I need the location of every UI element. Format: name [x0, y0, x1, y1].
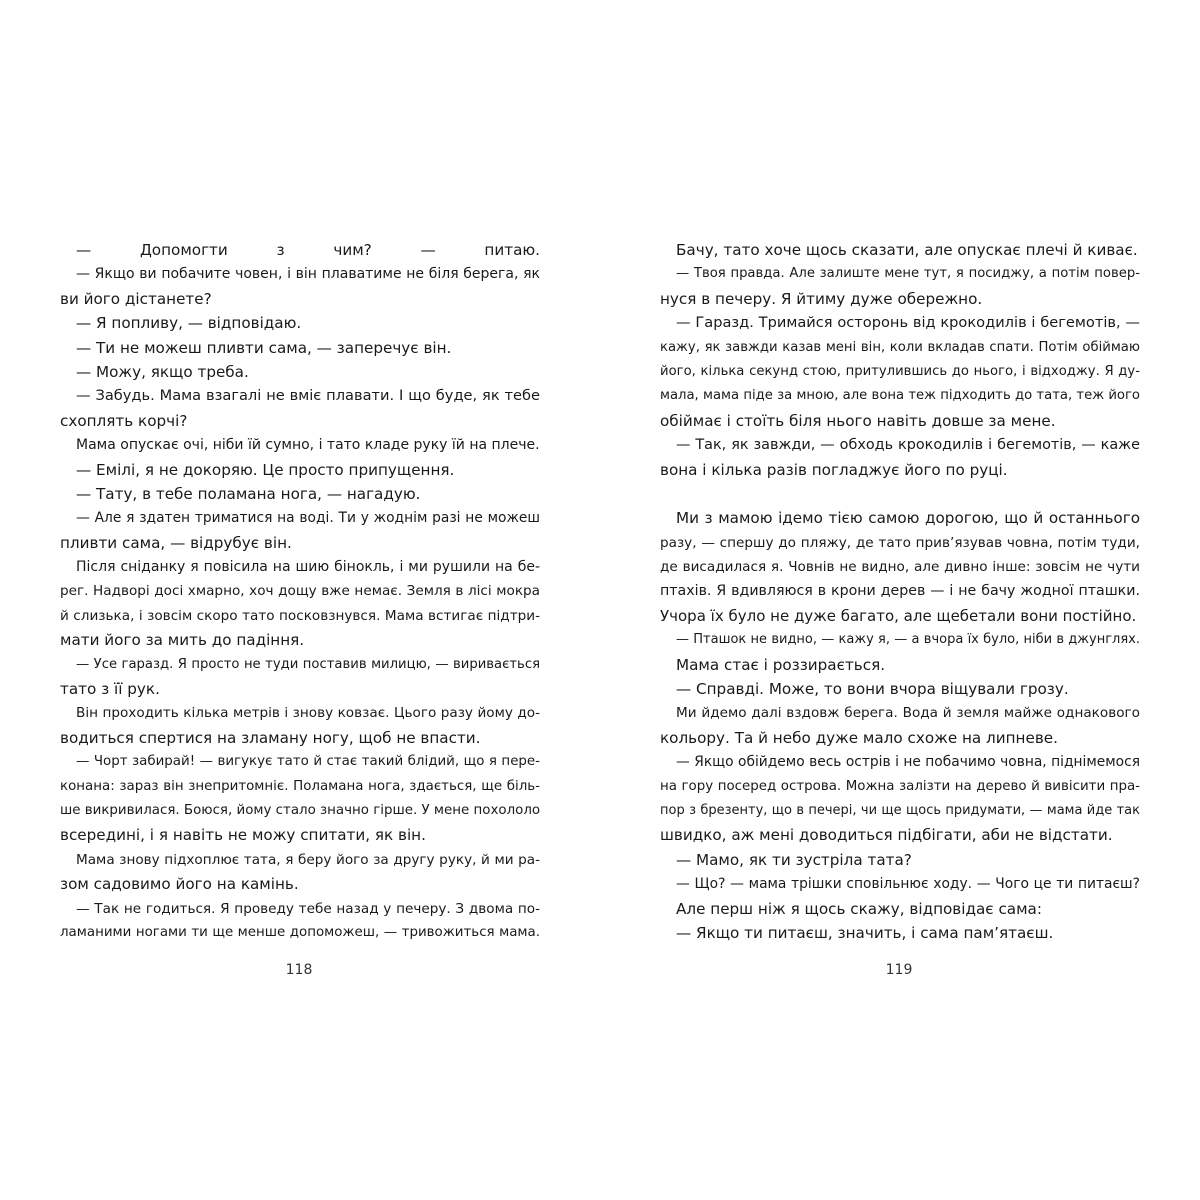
text-line: ви його дістанете?: [60, 289, 212, 308]
text-line: — Якщо ви побачите човен, і він плаватиме не біля берега, як: [76, 266, 540, 283]
text-line: кольору. Та й небо дуже мало схоже на липневе.: [660, 728, 1058, 747]
text-line: — Чорт забирай! — вигукує тато й стає такий блідий, що я пере-: [76, 754, 540, 770]
text-line: — Ти не можеш пливти сама, — заперечує він.: [76, 338, 452, 357]
text-line: його, кілька секунд стою, притулившись до нього, і відходжу. Я ду-: [660, 363, 1140, 379]
text-line: мала, мама піде за мною, але вона теж підходить до тата, теж його: [660, 388, 1140, 404]
text-line: обіймає і стоїть біля нього навіть довше за мене.: [660, 411, 1056, 430]
text-line: швидко, аж мені доводиться підбігати, аби не відстати.: [660, 826, 1113, 845]
text-line: конана: зараз він знепритомніє. Поламана нога, здається, ще біль-: [60, 778, 540, 794]
page-number-left: 118: [285, 962, 313, 978]
page-number-right: 119: [885, 962, 913, 978]
text-line: — Якщо обійдемо весь острів і не побачимо човна, піднімемося: [676, 754, 1140, 771]
text-line: Мама стає і роззирається.: [676, 655, 886, 674]
text-line: — Так, як завжди, — обходь крокодилів і бегемотів, — каже: [676, 437, 1140, 454]
text-line: — Емілі, я не докоряю. Це просто припущення.: [76, 460, 455, 479]
text-line: Але перш ніж я щось скажу, відповідає сама:: [676, 899, 1042, 918]
text-line: вона і кілька разів погладжує його по руці.: [660, 460, 1008, 479]
text-line: пливти сама, — відрубує він.: [60, 533, 292, 552]
text-line: разу, — спершу до пляжу, де тато прив’язував човна, потім туди,: [660, 534, 1140, 551]
left-page: [60, 238, 540, 945]
text-line: де висадилася я. Човнів не видно, але дивно інше: зовсім не чути: [660, 559, 1140, 576]
text-line: — Твоя правда. Але залиште мене тут, я посиджу, а потім повер-: [676, 266, 1140, 282]
text-line: Після сніданку я повісила на шию бінокль, і ми рушили на бе-: [76, 559, 540, 576]
text-line: мати його за мить до падіння.: [60, 631, 305, 650]
section-break: [660, 482, 1140, 506]
text-line: рег. Надворі досі хмарно, хоч дощу вже немає. Земля в лісі мокра: [60, 583, 540, 600]
text-line: — Справді. Може, то вони вчора віщували грозу.: [676, 680, 1069, 699]
text-line: Ми з мамою ідемо тією самою дорогою, що й останнього: [676, 509, 1140, 528]
right-page: [660, 238, 1140, 945]
text-line: Мама знову підхоплює тата, я беру його за другу руку, й ми ра-: [76, 851, 540, 868]
text-line: птахів. Я вдивляюся в крони дерев — і не бачу жодної пташки.: [660, 583, 1140, 600]
text-line: — Мамо, як ти зустріла тата?: [676, 850, 912, 869]
text-line: ше викривилася. Боюся, йому стало значно гірше. У мене похололо: [60, 802, 540, 818]
text-line: Ми йдемо далі вздовж берега. Вода й земля майже однакового: [676, 705, 1140, 722]
text-line: — Так не годиться. Я проведу тебе назад у печеру. З двома по-: [76, 900, 540, 917]
text-line: — Якщо ти питаєш, значить, і сама пам’ятаєш.: [676, 923, 1054, 942]
text-line: всередині, і я навіть не можу спитати, як він.: [60, 826, 426, 845]
text-line: водиться спертися на зламану ногу, щоб не впасти.: [60, 728, 481, 747]
text-line: — Я попливу, — відповідаю.: [76, 314, 302, 333]
text-line: зом садовимо його на камінь.: [60, 875, 299, 894]
text-line: Учора їх було не дуже багато, але щебетали вони постійно.: [660, 606, 1137, 625]
text-line: схоплять корчі?: [60, 411, 188, 430]
text-line: нуся в печеру. Я йтиму дуже обережно.: [660, 289, 983, 308]
text-line: й слизька, і зовсім скоро тато посковзнувся. Мама встигає підтри-: [60, 607, 540, 624]
text-line: — Допомогти з чим? — питаю.: [76, 241, 540, 259]
text-line: — Але я здатен триматися на воді. Ти у жоднім разі не можеш: [76, 510, 540, 527]
text-line: — Що? — мама трішки сповільнює ходу. — Чого це ти питаєш?: [676, 876, 1140, 893]
text-line: Він проходить кілька метрів і знову ковзає. Цього разу йому до-: [76, 705, 540, 722]
text-line: — Можу, якщо треба.: [76, 362, 249, 381]
text-line: кажу, як завжди казав мені він, коли вкладав спати. Потім обіймаю: [660, 339, 1140, 355]
text-line: — Усе гаразд. Я просто не туди поставив милицю, — виривається: [76, 656, 540, 672]
text-line: — Пташок не видно, — кажу я, — а вчора їх було, ніби в джунглях.: [676, 632, 1140, 648]
text-line: Мама опускає очі, ніби їй сумно, і тато кладе руку їй на плече.: [76, 437, 540, 454]
text-line: — Тату, в тебе поламана нога, — нагадую.: [76, 484, 421, 503]
text-line: ламаними ногами ти ще менше допоможеш, — тривожиться мама.: [60, 924, 540, 940]
text-line: на гору посеред острова. Можна залізти на дерево й вивісити пра-: [660, 778, 1140, 794]
text-line: — Забудь. Мама взагалі не вміє плавати. І що буде, як тебе: [76, 387, 540, 405]
text-line: тато з її рук.: [60, 680, 160, 699]
text-line: Бачу, тато хоче щось сказати, але опускає плечі й киває.: [676, 241, 1138, 259]
text-line: пор з брезенту, що в печері, чи ще щось придумати, — мама йде так: [660, 802, 1140, 818]
text-line: — Гаразд. Тримайся осторонь від крокодилів і бегемотів, —: [676, 314, 1140, 332]
